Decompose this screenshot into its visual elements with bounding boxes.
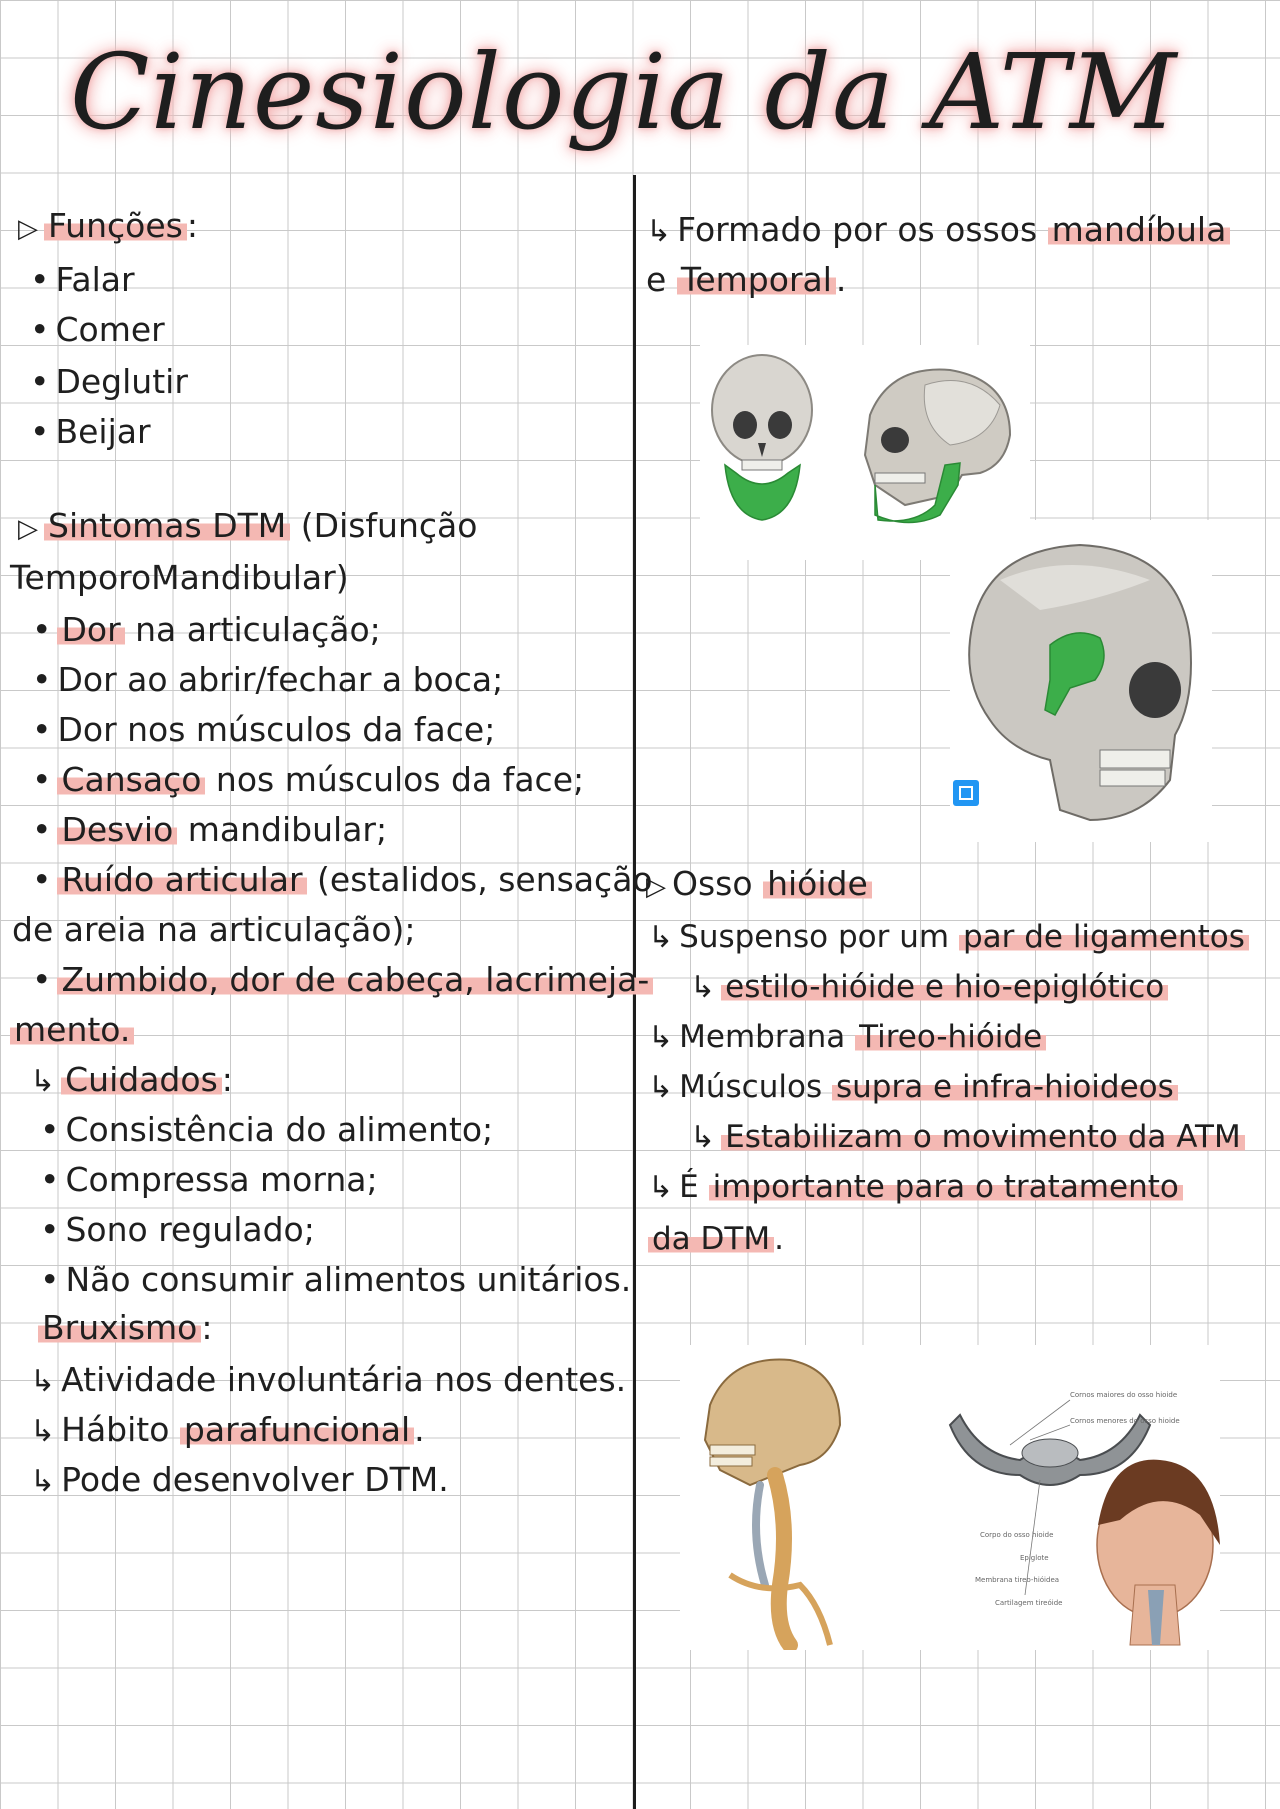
arrow-return-icon: ↳ [690,970,716,1005]
hyoid-label: Cornos menores do osso hioide [1070,1417,1180,1425]
hyoid-anatomy-image [680,1345,1220,1650]
arrow-return-icon: ↳ [30,1464,56,1499]
list-item: • Dor nos músculos da face; [32,710,496,749]
arrow-return-icon: ↳ [648,920,674,955]
list-item: ↳ Membrana Tireo-hióide [648,1020,1046,1054]
list-item: ↳ Músculos supra e infra-hioideos [648,1070,1178,1104]
list-item: • Desvio mandibular; [32,810,388,849]
list-item: • Dor ao abrir/fechar a boca; [32,660,504,699]
arrow-return-icon: ↳ [690,1120,716,1155]
list-item: ↳ Hábito parafuncional . [30,1410,425,1449]
triangle-bullet-icon: ▷ [18,514,38,544]
list-item: • Deglutir [30,362,188,401]
cuidados-heading: ↳ Cuidados : [30,1060,233,1099]
list-item: • Sono regulado; [40,1210,315,1249]
list-item: ↳ estilo-hióide e hio-epiglótico [690,970,1168,1004]
list-item: • Consistência do alimento; [40,1110,494,1149]
list-item: • Cansaço nos músculos da face; [32,760,585,799]
arrow-return-icon: ↳ [648,1070,674,1105]
page-title: Cinesiologia da ATM [70,31,1178,153]
list-item: • Não consumir alimentos unitários. [40,1260,632,1299]
hyoid-label: Corpo do osso hioide [980,1531,1054,1539]
skull-side-illustration [865,370,1010,523]
list-item: • Comer [30,310,165,349]
list-item: • Beijar [30,412,151,451]
arrow-return-icon: ↳ [648,1170,674,1205]
list-item-cont: da DTM . [648,1222,784,1256]
formado-line-cont: e Temporal . [646,260,847,299]
formado-line: ↳ Formado por os ossos mandíbula [646,212,1230,248]
list-item: • Compressa morna; [40,1160,378,1199]
hyoid-label: Cornos maiores do osso hioide [1070,1391,1178,1399]
arrow-return-icon: ↳ [30,1364,56,1399]
arrow-return-icon: ↳ [30,1064,56,1099]
list-item: ↳ Estabilizam o movimento da ATM [690,1120,1245,1154]
skull-neck-illustration [705,1360,840,1645]
triangle-bullet-icon: ▷ [646,872,666,902]
arrow-return-icon: ↳ [648,1020,674,1055]
funcoes-heading: ▷ Funções : [18,206,198,245]
arrow-return-icon: ↳ [30,1414,56,1449]
osso-heading: ▷ Osso hióide [646,866,872,902]
hyoid-label: Membrana tireo-hióidea [975,1576,1060,1584]
list-item: • Zumbido, dor de cabeça, lacrimeja- [32,962,653,998]
sintomas-heading: ▷ Sintomas DTM (Disfunção [18,506,478,545]
list-item: ↳ Atividade involuntária nos dentes. [30,1360,627,1399]
list-item: ↳ Pode desenvolver DTM. [30,1460,449,1499]
arrow-return-icon: ↳ [646,214,672,249]
skull-front-illustration [712,355,812,520]
list-item: • Ruído articular (estalidos, sensação [32,860,653,899]
list-item: ↳ É importante para o tratamento [648,1170,1183,1204]
bruxismo-heading: Bruxismo : [38,1310,212,1346]
hyoid-label: Epiglote [1020,1554,1049,1562]
sintomas-heading-cont: TemporoMandibular) [10,558,349,597]
hyoid-label: Cartilagem tireóide [995,1599,1063,1607]
list-item: • Falar [30,260,135,299]
list-item-cont: mento. [10,1012,134,1048]
list-item: ↳ Suspenso por um par de ligamentos [648,920,1249,954]
temporal-bone-image [950,520,1212,842]
triangle-bullet-icon: ▷ [18,214,38,244]
woman-neck-illustration [1097,1460,1220,1645]
list-item-cont: de areia na articulação); [12,910,416,949]
list-item: • Dor na articulação; [32,610,381,649]
